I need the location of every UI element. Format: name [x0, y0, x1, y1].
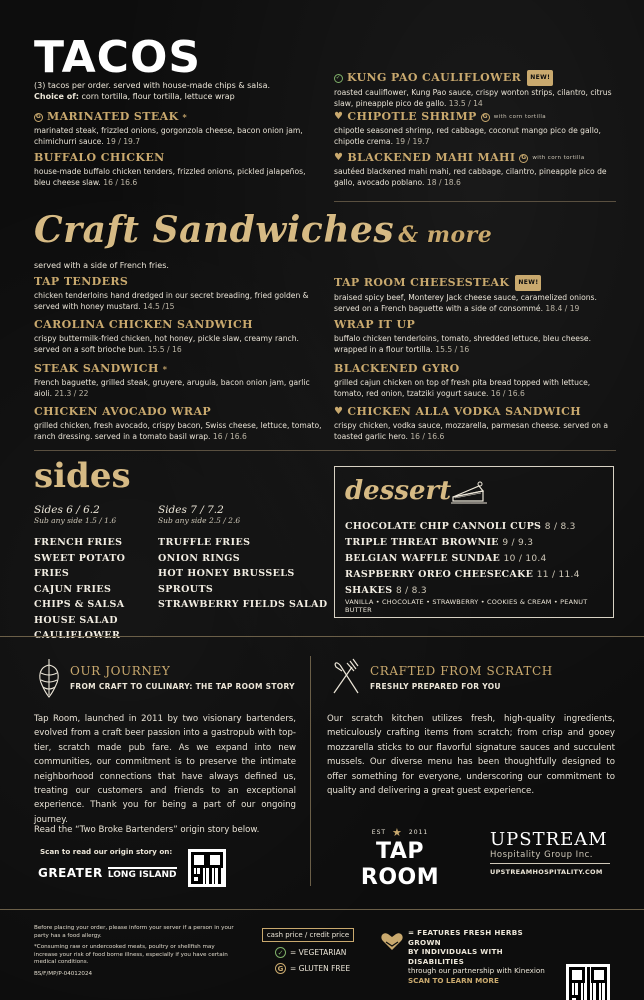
- sandwich-item-title: [334, 405, 616, 419]
- section-divider: [34, 450, 616, 451]
- sandwich-item: [34, 275, 324, 312]
- sandwich-item-desc: [334, 420, 616, 442]
- sides-sub-price: Sub any side 1.5 / 1.6: [34, 516, 117, 525]
- gluten-free-icon: G: [521, 154, 527, 161]
- taco-item-name: CHIPOTLE SHRIMP: [347, 110, 477, 123]
- sandwiches-title: [34, 208, 492, 257]
- sides-price-head: Sides 6 / 6.2: [34, 504, 100, 516]
- sandwich-price: 16 / 16.6: [490, 389, 525, 398]
- star-icon: ★: [392, 826, 403, 839]
- tacos-choice-label: Choice of:: [34, 92, 79, 101]
- taco-price: 13.5 / 14: [448, 99, 483, 108]
- sandwich-price: 16 / 16.6: [410, 432, 445, 441]
- sides-title: sides: [34, 456, 131, 496]
- sandwich-desc-text: crispy buttermilk-fried chicken, hot honey, pickle slaw, creamy ranch. served on a soft brioche bun.: [34, 334, 299, 354]
- sandwich-item-title: TAP TENDERS: [34, 275, 129, 288]
- tacos-choice-text: corn tortilla, flour tortilla, lettuce wrap: [78, 92, 235, 101]
- scratch-header: [370, 664, 553, 691]
- taco-item-name: KUNG PAO CAULIFLOWER: [347, 71, 522, 84]
- sandwich-item-desc: [34, 377, 324, 399]
- dessert-item: [345, 567, 580, 583]
- gluten-free-icon: G: [275, 963, 286, 974]
- vertical-divider: [310, 656, 311, 886]
- sandwich-item: [34, 405, 324, 442]
- est-label: EST: [371, 829, 387, 836]
- side-item: ONION RINGS: [158, 552, 241, 564]
- sandwich-item: [334, 405, 616, 442]
- dessert-name: TRIPLE THREAT BROWNIE: [345, 537, 499, 548]
- corn-tortilla-note: with corn tortilla: [493, 114, 547, 120]
- journey-title: OUR JOURNEY: [70, 664, 171, 678]
- taco-price: 16 / 16.6: [103, 178, 138, 187]
- dessert-item: [345, 519, 580, 535]
- taco-price: 19 / 19.7: [395, 137, 430, 146]
- sandwich-item-desc: [34, 333, 324, 355]
- sandwich-item-title: WRAP IT UP: [334, 318, 416, 331]
- side-item: SWEET POTATO FRIES: [34, 552, 126, 579]
- vegetarian-legend: [275, 947, 346, 958]
- gluten-free-legend-text: = GLUTEN FREE: [290, 964, 351, 973]
- gluten-free-icon: G: [35, 113, 42, 120]
- greater-long-island-logo: [38, 862, 177, 881]
- taco-item-name: BLACKENED MAHI MAHI: [347, 151, 516, 164]
- tacos-title: TACOS: [34, 32, 202, 83]
- sides-column: [158, 504, 328, 613]
- dessert-name: CHOCOLATE CHIP CANNOLI CUPS: [345, 521, 542, 532]
- vegetarian-leaf-icon: ✓: [275, 947, 286, 958]
- journey-subtitle: FROM CRAFT TO CULINARY: THE TAP ROOM STORY: [70, 682, 295, 691]
- sandwich-item-title: CHICKEN AVOCADO WRAP: [34, 405, 212, 418]
- sandwich-item: [334, 318, 616, 355]
- taco-item-name: MARINATED STEAK: [47, 110, 179, 123]
- herbs-note: [408, 928, 558, 985]
- sandwich-item: [34, 362, 324, 399]
- est-line: [340, 826, 460, 839]
- sandwich-item-title: BLACKENED GYRO: [334, 362, 460, 375]
- side-item: TRUFFLE FRIES: [158, 537, 251, 548]
- sides-list: [158, 535, 328, 613]
- section-divider: [0, 636, 644, 637]
- new-badge: NEW!: [527, 70, 553, 86]
- sandwich-item-desc: [34, 290, 324, 312]
- dessert-price: 8 / 8.3: [544, 522, 576, 532]
- taco-item-desc: [334, 125, 616, 147]
- sandwich-item-name: TAP ROOM CHEESESTEAK: [334, 276, 510, 289]
- hops-icon: [34, 657, 64, 699]
- sandwiches-title-main: Craft Sandwiches: [34, 209, 395, 251]
- taco-desc-text: house-made buffalo chicken tenders, frizzled onions, pickled jalapeños, bleu cheese slaw.: [34, 167, 306, 187]
- vegetarian-leaf-icon: ✓: [335, 74, 342, 81]
- sandwich-item: [334, 275, 616, 314]
- tap-room-logo: [340, 826, 460, 891]
- sides-list: [34, 535, 154, 644]
- sandwich-desc-text: buffalo chicken tenderloins, tomato, shredded lettuce, bleu cheese. wrapped in a flour tortilla.: [334, 334, 592, 354]
- taco-item-title: [334, 151, 616, 165]
- taco-price: 18 / 18.6: [426, 178, 461, 187]
- dessert-name: BELGIAN WAFFLE SUNDAE: [345, 553, 500, 564]
- taco-item-title: [334, 110, 616, 124]
- sides-sub-price: Sub any side 2.5 / 2.6: [158, 516, 241, 525]
- sides-column: [34, 504, 154, 644]
- heart-hands-icon: [380, 930, 404, 952]
- upstream-name: UPSTREAM: [490, 829, 608, 850]
- sandwich-item-title: [34, 362, 324, 376]
- dessert-price: 9 / 9.3: [502, 538, 534, 548]
- dessert-title: dessert: [345, 476, 452, 506]
- side-item: HOUSE SALAD: [34, 614, 118, 626]
- cake-slice-icon: [449, 477, 489, 507]
- sandwiches-title-small: & more: [398, 222, 493, 248]
- taco-desc-text: marinated steak, frizzled onions, gorgonzola cheese, bacon onion jam, chimichurri sauce.: [34, 126, 303, 146]
- sandwich-price: 21.3 / 22: [54, 389, 89, 398]
- dessert-name: SHAKES: [345, 585, 393, 596]
- menu-code: BS/F/MP/P-04012024: [34, 970, 93, 977]
- side-item: FRENCH FRIES: [34, 537, 123, 548]
- shake-flavors: VANILLA • CHOCOLATE • STRAWBERRY • COOKIES & CREAM • PEANUT BUTTER: [345, 598, 588, 614]
- taco-item-desc: [334, 166, 616, 188]
- sandwich-desc-text: chicken tenderloins hand dredged in our secret breading, fried golden & served with honey mustard.: [34, 291, 309, 311]
- upstream-url[interactable]: UPSTREAMHOSPITALITY.COM: [490, 868, 603, 876]
- taco-item: [34, 151, 324, 188]
- taco-item-desc: [34, 166, 324, 188]
- side-item: CAJUN FRIES: [34, 583, 112, 595]
- scan-note: Scan to read our origin story on:: [40, 847, 173, 856]
- sandwich-price: 15.5 / 16: [435, 345, 470, 354]
- sandwich-desc-text: French baguette, grilled steak, gruyere, arugula, bacon onion jam, garlic aioli.: [34, 378, 310, 398]
- herbs-line-1: = FEATURES FRESH HERBS GROWN: [408, 928, 523, 947]
- raw-warning-asterisk: *: [162, 364, 168, 374]
- taco-item: [334, 151, 616, 188]
- sandwich-item-desc: [334, 377, 616, 399]
- scratch-body: Our scratch kitchen utilizes fresh, high-quality ingredients, meticulously crafting items from scratch; from crisp and gooey mozzarella sticks to our flavorful signature sauces and succulent mussels. Our diverse menu has been thoughtfully designed to offer something for everyone, underscoring our commitment to quality and delivering a great guest experience.: [327, 714, 615, 797]
- sides-price-head: Sides 7 / 7.2: [158, 504, 224, 516]
- raw-warning-asterisk: *: [182, 112, 188, 122]
- side-item: HOT HONEY BRUSSELS SPROUTS: [158, 568, 295, 595]
- gluten-free-icon: G: [482, 113, 488, 120]
- sandwich-desc-text: braised spicy beef, Monterey Jack cheese sauce, caramelized onions. served on a French baguette with a side of consommé.: [334, 293, 597, 313]
- taco-item: [34, 110, 324, 147]
- section-divider: [0, 909, 644, 910]
- footer-notes: [34, 925, 239, 978]
- taco-item-title: [34, 151, 324, 165]
- taco-item-title: [34, 110, 324, 124]
- taco-item-title: [334, 70, 616, 86]
- qr-code-icon[interactable]: [566, 964, 610, 1000]
- taco-item: [334, 110, 616, 147]
- heart-hands-icon: ♥: [334, 111, 344, 122]
- taco-desc-text: sautéed blackened mahi mahi, red cabbage, cilantro, pineapple pico de gallo, avocado poblano.: [334, 167, 607, 187]
- taco-item-desc: [334, 87, 616, 109]
- taco-desc-text: roasted cauliflower, Kung Pao sauce, crispy wonton strips, cilantro, citrus slaw, pineapple pico de gallo.: [334, 88, 612, 108]
- consumer-warning: *Consuming raw or undercooked meats, poultry or shellfish may increase your risk of food borne illness, especially if you have certain medical conditions.: [34, 944, 228, 965]
- heart-hands-icon: ♥: [334, 406, 344, 417]
- sandwich-item-name: CHICKEN ALLA VODKA SANDWICH: [347, 405, 582, 418]
- qr-code-icon[interactable]: [188, 849, 226, 887]
- dessert-price: 11 / 11.4: [536, 570, 580, 580]
- herbs-line-4[interactable]: SCAN TO LEARN MORE: [408, 975, 499, 985]
- side-item: CHIPS & SALSA: [34, 599, 125, 610]
- gli-top: GREATER: [38, 866, 103, 880]
- sandwich-item: [334, 362, 616, 399]
- scratch-title: CRAFTED FROM SCRATCH: [370, 664, 553, 678]
- side-item: STRAWBERRY FIELDS SALAD: [158, 599, 328, 610]
- sandwich-item-title: [334, 275, 616, 291]
- tap-room-name: TAP ROOM: [360, 839, 440, 890]
- section-divider: [334, 201, 616, 202]
- journey-body: Tap Room, launched in 2011 by two visionary bartenders, evolved from a craft beer passion into a gastropub with top-tier, scratch made pub fare. As we expand into new communities, our commitment is to preserve the intimate neighborhood connections that have always defined us, treating our customers and friends to an exceptional experience. Thank you for being a part of our ongoing journey.: [34, 714, 296, 825]
- dessert-list: [345, 519, 580, 599]
- dessert-item: [345, 583, 580, 599]
- dessert-price: 10 / 10.4: [503, 554, 547, 564]
- vegetarian-legend-text: = VEGETARIAN: [290, 948, 347, 957]
- sandwich-item: [34, 318, 324, 355]
- taco-item-desc: [34, 125, 324, 147]
- new-badge: NEW!: [515, 275, 541, 291]
- taco-price: 19 / 19.7: [106, 137, 141, 146]
- corn-tortilla-note: with corn tortilla: [532, 155, 585, 161]
- tacos-intro-line: (3) tacos per order. served with house-made chips & salsa.: [34, 81, 271, 90]
- upstream-logo: [490, 830, 610, 876]
- sandwich-desc-text: grilled chicken, fresh avocado, crispy bacon, Swiss cheese, lettuce, tomato, ranch dressing. served in a tomato basil wrap.: [34, 421, 322, 441]
- sandwiches-intro: served with a side of French fries.: [34, 261, 169, 270]
- dessert-item: [345, 551, 580, 567]
- upstream-sub: Hospitality Group Inc.: [490, 850, 610, 864]
- tacos-intro: [34, 80, 324, 102]
- gli-bottom: LONG ISLAND: [108, 867, 177, 880]
- sandwich-item-name: STEAK SANDWICH: [34, 362, 159, 375]
- journey-header: [70, 664, 295, 691]
- herbs-line-3: through our partnership with Kinexion: [408, 966, 545, 975]
- dessert-item: [345, 535, 580, 551]
- heart-hands-icon: ♥: [334, 152, 344, 163]
- sandwich-price: 16 / 16.6: [212, 432, 247, 441]
- price-legend-box: cash price / credit price: [262, 928, 354, 942]
- fork-knife-icon: [330, 657, 362, 697]
- sandwich-item-desc: [334, 292, 616, 314]
- sandwich-item-title: CAROLINA CHICKEN SANDWICH: [34, 318, 253, 331]
- sandwich-price: 15.5 / 16: [147, 345, 182, 354]
- herbs-line-2: BY INDIVIDUALS WITH DISABILITIES: [408, 947, 503, 966]
- dessert-name: RASPBERRY OREO CHEESECAKE: [345, 569, 534, 580]
- allergy-note: Before placing your order, please inform your server if a person in your party has a food allergy.: [34, 925, 234, 939]
- sandwich-desc-text: crispy chicken, vodka sauce, mozzarella, parmesan cheese. served on a toasted garlic hero.: [334, 421, 609, 441]
- origin-story-note: Read the “Two Broke Bartenders” origin story below.: [34, 825, 260, 835]
- sandwich-item-desc: [334, 333, 616, 355]
- taco-item: [334, 70, 616, 109]
- dessert-price: 8 / 8.3: [395, 586, 427, 596]
- taco-item-name: BUFFALO CHICKEN: [34, 151, 165, 164]
- sandwich-desc-text: grilled cajun chicken on top of fresh pita bread topped with lettuce, tomato, red onion, tzatziki yogurt sauce.: [334, 378, 591, 398]
- taco-desc-text: chipotle seasoned shrimp, red cabbage, coconut mango pico de gallo, chipotle crema.: [334, 126, 601, 146]
- sandwich-price: 18.4 / 19: [545, 304, 580, 313]
- dessert-box: [334, 466, 614, 618]
- scratch-subtitle: FRESHLY PREPARED FOR YOU: [370, 682, 501, 691]
- sandwich-item-desc: [34, 420, 324, 442]
- tacos-choice: [34, 91, 324, 102]
- est-year: 2011: [408, 829, 429, 836]
- gluten-free-legend: [275, 963, 350, 974]
- sandwich-price: 14.5 /15: [142, 302, 175, 311]
